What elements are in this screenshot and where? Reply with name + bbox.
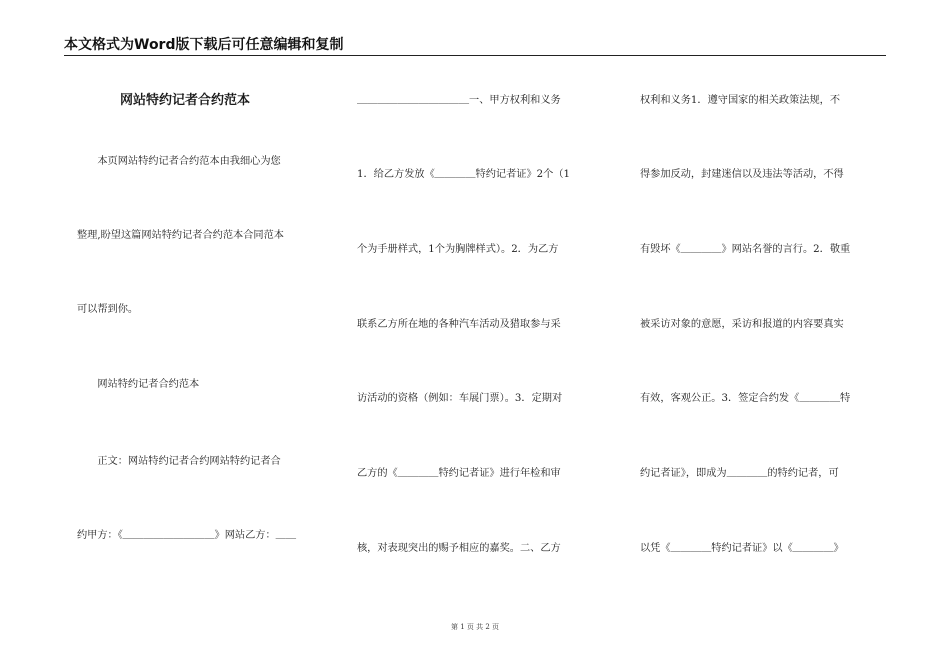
column3-line: 权利和义务1．遵守国家的相关政策法规，不 — [640, 95, 841, 106]
column1-line: 正文：网站特约记者合约网站特约记者合 — [77, 456, 281, 467]
column3-line: 有毁坏《＿＿＿＿》网站名誉的言行。2．敬重 — [640, 244, 851, 255]
column1-line: 整理,盼望这篇网站特约记者合约范本合同范本 — [77, 230, 284, 241]
column2-line: 联系乙方所在地的各种汽车活动及猎取参与采 — [357, 319, 561, 330]
column1-line: 约甲方：《＿＿＿＿＿＿＿＿＿》网站乙方：＿＿ — [77, 530, 297, 541]
column1-line: 本页网站特约记者合约范本由我细心为您 — [77, 156, 281, 167]
column1-line: 可以帮到你。 — [77, 304, 139, 315]
column3-line: 被采访对象的意愿，采访和报道的内容要真实 — [640, 319, 844, 330]
column2-line: ＿＿＿＿＿＿＿＿＿＿＿一、甲方权利和义务 — [357, 95, 561, 106]
column3-line: 约记者证》，即成为＿＿＿＿的特约记者，可 — [640, 468, 839, 479]
column3-line: 以凭《＿＿＿＿特约记者证》以《＿＿＿＿》 — [640, 543, 844, 554]
page-header: 本文格式为Word版下载后可任意编辑和复制 — [64, 37, 344, 53]
column1-line: 网站特约记者合约范本 — [77, 379, 200, 390]
document-title: 网站特约记者合约范本 — [120, 93, 251, 108]
page-number: 第 1 页 共 2 页 — [450, 623, 500, 631]
column2-line: 访活动的资格（例如：车展门票）。3．定期对 — [357, 393, 563, 404]
header-divider — [64, 55, 886, 56]
column3-line: 有效，客观公正。3．签定合约发《＿＿＿＿特 — [640, 393, 851, 404]
column3-line: 得参加反动，封建迷信以及违法等活动，不得 — [640, 169, 844, 180]
column2-line: 1．给乙方发放《＿＿＿＿特约记者证》2个（1 — [357, 169, 571, 180]
column2-line: 乙方的《＿＿＿＿特约记者证》进行年检和审 — [357, 468, 561, 479]
column2-line: 个为手册样式，1个为胸牌样式）。2．为乙方 — [357, 244, 559, 255]
column2-line: 核，对表现突出的赐予相应的嘉奖。二、乙方 — [357, 543, 561, 554]
